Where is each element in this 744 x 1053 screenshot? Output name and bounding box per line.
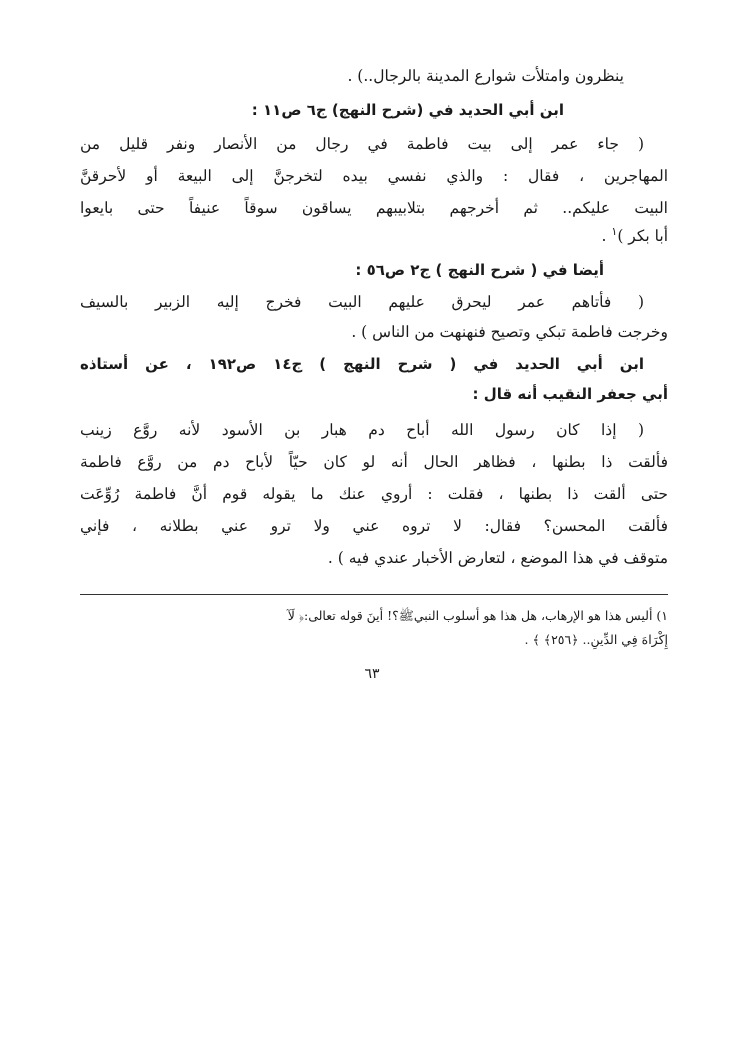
text-line: وخرجت فاطمة تبكي وتصيح فنهنهت من الناس ) . bbox=[351, 323, 668, 341]
quote-end-period: . bbox=[601, 227, 612, 245]
text-line: ( إذا كان رسول الله أباح دم هبار بن الأسود لأنه روَّع زينب bbox=[80, 421, 644, 439]
text-line: فألقت المحسن؟ فقال: لا تروه عني ولا ترو عني بطلانه ، فإني bbox=[80, 517, 668, 535]
footnote-divider bbox=[80, 594, 668, 595]
text-line: المهاجرين ، فقال : والذي نفسي بيده لتخرجنَّ إلى البيعة أو لأحرقنَّ bbox=[80, 167, 668, 185]
section-heading: أيضا في ( شرح النهج ) ج٢ ص٥٦ : bbox=[355, 261, 604, 279]
footnote-line: ١) أليس هذا هو الإرهاب، هل هذا هو أسلوب النبيﷺ؟! أينَ قوله تعالى:﴿ لَآ bbox=[287, 608, 668, 623]
text-line: ينظرون وامتلأت شوارع المدينة بالرجال..) . bbox=[347, 67, 624, 85]
text-line: البيت عليكم.. ثم أخرجهم بتلابيبهم يساقون سوقاً عنيفاً حتى بايعوا bbox=[80, 199, 668, 217]
section-heading: أبي جعفر النقيب أنه قال : bbox=[472, 385, 668, 403]
quote-end: أبا بكر ) bbox=[617, 227, 668, 245]
text-line: ( جاء عمر إلى بيت فاطمة في رجال من الأنصار ونفر قليل من bbox=[80, 135, 644, 153]
section-heading: ابن أبي الحديد في (شرح النهج) ج٦ ص١١ : bbox=[251, 101, 564, 119]
text-line: حتى ألقت ذا بطنها ، فقلت : أروي عنك ما يقوله قوم أنَّ فاطمة رُوِّعَت bbox=[80, 485, 668, 503]
footnote-ref: ١ bbox=[611, 224, 618, 238]
text-line: متوقف في هذا الموضع ، لتعارض الأخبار عندي فيه ) . bbox=[327, 549, 668, 567]
section-heading: ابن أبي الحديد في ( شرح النهج ) ج١٤ ص١٩٢ ، عن أستاذه bbox=[80, 355, 644, 373]
text-line: فألقت ذا بطنها ، فظاهر الحال أنه لو كان حيّاً لأباح دم من روَّع فاطمة bbox=[80, 453, 668, 471]
footnote bbox=[80, 604, 668, 652]
footnote-line: إِكْرَاهَ فِي الدِّينِ.. ﴿٢٥٦﴾ ﴾ . bbox=[524, 632, 668, 647]
page-number: ٦٣ bbox=[364, 666, 380, 682]
main-text bbox=[80, 64, 668, 570]
text-line bbox=[80, 224, 668, 248]
text-line: ( فأتاهم عمر ليحرق عليهم البيت فخرج إليه الزبير بالسيف bbox=[80, 293, 644, 311]
